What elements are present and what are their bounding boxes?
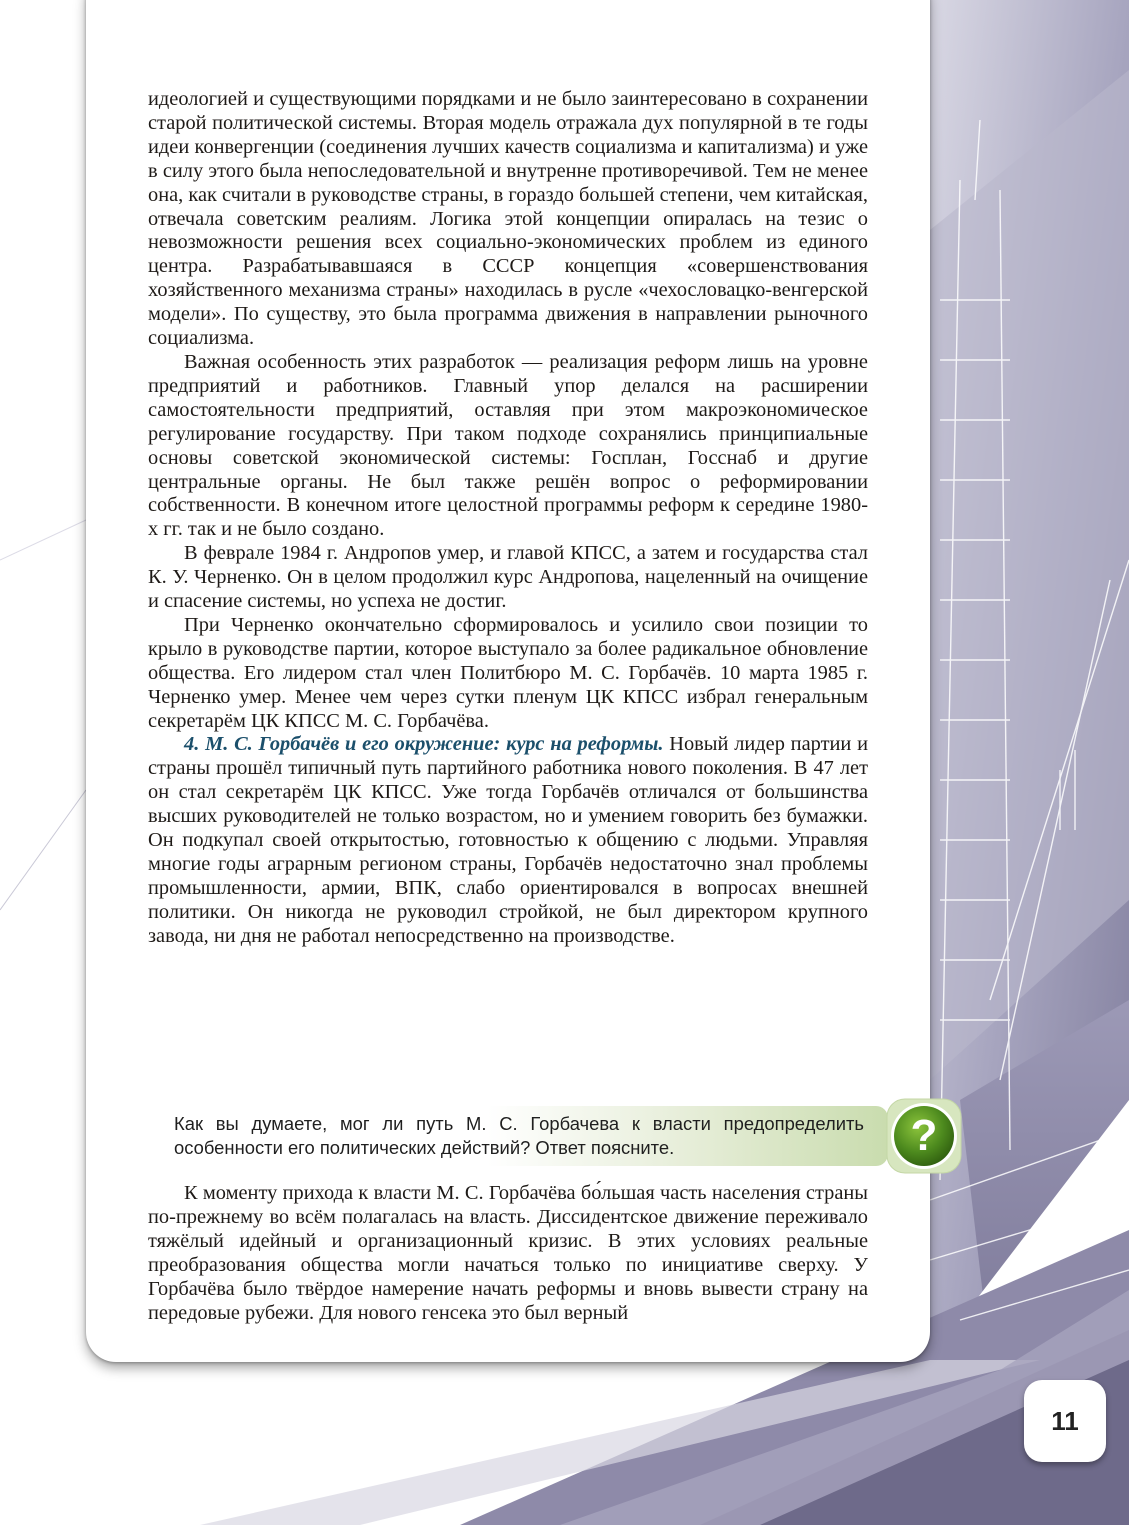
paragraph: К моменту прихода к власти М. С. Горбачёва бо́льшая часть населения страны по-прежнему во всём полагалась на власть. Диссидентское движение переживало тяжёлый идейный и организационный кризис. В этих условиях реальные преобразования общества могли начаться только по инициативе сверху. У Горбачёва было твёрдое намерение начать реформы и вновь вывести страну на передовые рубежи. Для нового генсека это был верный [148,1182,868,1324]
question-text: Как вы думаете, мог ли путь М. С. Горбачева к власти предопределить особенности его политических действий? Ответ поясните. [174,1113,864,1158]
paragraph: Важная особенность этих разработок — реализация реформ лишь на уровне предприятий и работников. Главный упор делался на расширении самостоятельности предприятий, оставляя при этом макроэкономическое регулирование государству. При таком подходе сохранялись принципиальные основы советской экономической системы: Госплан, Госснаб и другие центральные органы. Не был также решён вопрос о реформировании собственности. В конечном итоге целостной программы реформ к середине 1980-х гг. так и не было создано. [148,350,868,541]
section-heading: 4. М. С. Горбачёв и его окружение: курс на реформы. [184,733,664,756]
bottom-text [148,1182,868,1325]
question-mark-glyph: ? [910,1111,938,1160]
section-paragraph [148,733,868,948]
paragraph: При Черненко окончательно сформировалось и усилило свои позиции то крыло в руководстве партии, которое выступало за более радикальное обновление общества. Его лидером стал член Политбюро М. С. Горбачёв. 10 марта 1985 г. Черненко умер. Менее чем через сутки пленум ЦК КПСС избрал генеральным секретарём ЦК КПСС М. С. Горбачёва. [148,613,868,732]
main-text [148,88,868,949]
page-number: 11 [1051,1405,1079,1436]
page-number-badge [1024,1380,1106,1462]
paragraph: В феврале 1984 г. Андропов умер, и главой КПСС, а затем и государства стал К. У. Черненко. Он в целом продолжил курс Андропова, нацеленный на очищение и спасение системы, но успеха не достиг. [148,542,868,613]
paragraph: идеологией и существующими порядками и не было заинтересовано в сохранении старой политической системы. Вторая модель отражала дух популярной в те годы идеи конвергенции (соединения лучших качеств социализма и капитализма) и уже в силу этого была непоследовательной и внутренне противоречивой. Тем не менее она, как считали в руководстве страны, в гораздо большей степени, чем китайская, отвечала советским реалиям. Логика этой концепции опиралась на тезис о невозможности решения всех социально-экономических проблем из единого центра. Разрабатывавшаяся в СССР концепция «совершенствования хозяйственного механизма страны» находилась в русле «чехословацко-венгерской модели». По существу, это была программа движения в направлении рыночного социализма. [148,88,868,350]
question-box [160,1106,888,1166]
section-body: Новый лидер партии и страны прошёл типичный путь партийного работника нового поколения. В 47 лет он стал секретарём ЦК КПСС. Уже тогда Горбачёв отличался от большинства высших руководителей не только возрастом, но и умением говорить без бумажки. Он подкупал своей открытостью, готовностью к общению с людьми. Управляя многие годы аграрным регионом страны, Горбачёв недостаточно знал проблемы промышленности, армии, ВПК, слабо ориентировался в вопросах внешней политики. Он никогда не руководил стройкой, не был директором крупного завода, ни дня не работал непосредственно на производстве. [148,733,868,947]
question-mark-icon [886,1098,962,1174]
